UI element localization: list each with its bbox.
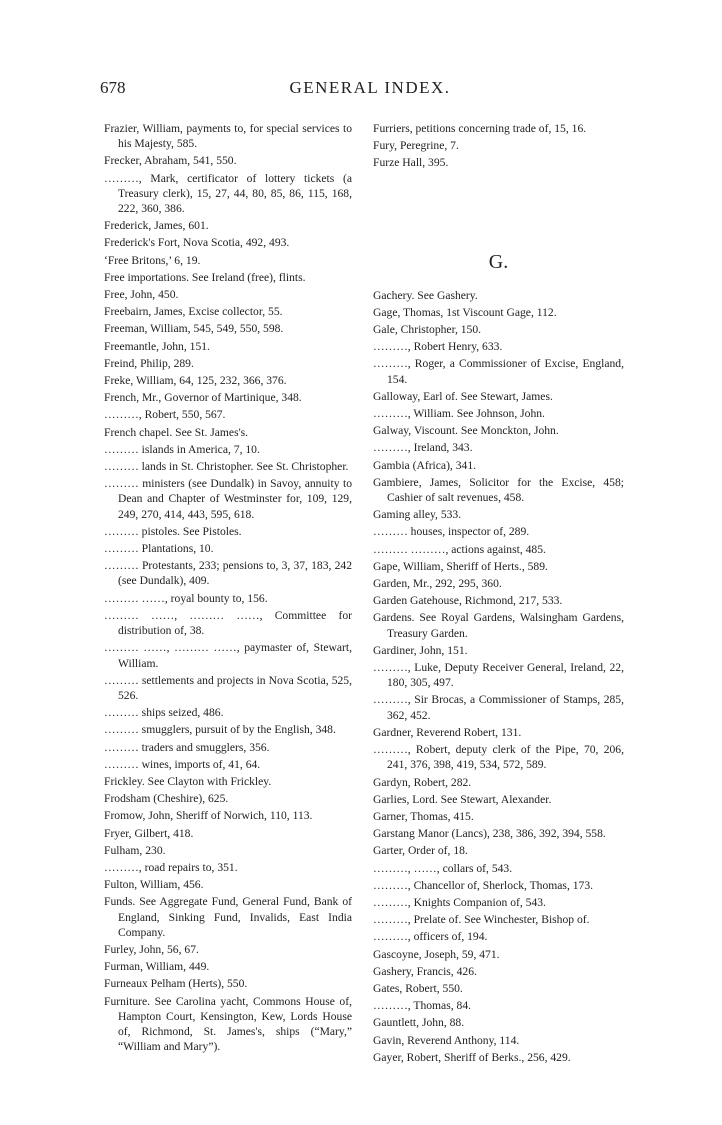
index-entry: Gashery, Francis, 426. xyxy=(373,964,477,978)
index-entry: Furniture. See Carolina yacht, Commons House of, Hampton Court, Kensington, Kew, Lords House of, Richmond, St. James's, ships (“Mary,” “William and Mary”). xyxy=(104,994,352,1054)
index-entry: Garter, Order of, 18. xyxy=(373,844,468,858)
index-entry: Furley, John, 56, 67. xyxy=(104,942,199,956)
right-column xyxy=(373,121,624,1067)
index-entry: ……… Protestants, 233; pensions to, 3, 37, 183, 242 (see Dundalk), 409. xyxy=(104,559,352,588)
index-entry: ………, Thomas, 84. xyxy=(373,999,472,1013)
index-entry: Frederick, James, 601. xyxy=(104,219,209,233)
index-entry: Garlies, Lord. See Stewart, Alexander. xyxy=(373,792,552,806)
index-entry: Gage, Thomas, 1st Viscount Gage, 112. xyxy=(373,305,557,319)
index-entry: Fromow, John, Sheriff of Norwich, 110, 113. xyxy=(104,809,313,823)
page-header xyxy=(100,78,640,102)
index-entry: Free, John, 450. xyxy=(104,288,179,302)
index-entry: ………, Chancellor of, Sherlock, Thomas, 173. xyxy=(373,878,594,892)
index-entry: Fulham, 230. xyxy=(104,843,166,857)
index-entry: French, Mr., Governor of Martinique, 348. xyxy=(104,391,302,405)
index-entry: ………, Robert Henry, 633. xyxy=(373,340,503,354)
page-number: 678 xyxy=(100,78,126,97)
index-entry: ……… ……, royal bounty to, 156. xyxy=(104,591,268,605)
index-entry: Galloway, Earl of. See Stewart, James. xyxy=(373,389,553,403)
index-entry: Freeman, William, 545, 549, 550, 598. xyxy=(104,322,284,336)
index-entry: Gape, William, Sheriff of Herts., 589. xyxy=(373,559,548,573)
index-entry: ………, Robert, deputy clerk of the Pipe, 70, 206, 241, 376, 398, 419, 534, 572, 589. xyxy=(373,743,624,772)
index-entry: Frederick's Fort, Nova Scotia, 492, 493. xyxy=(104,236,290,250)
index-entry: Gauntlett, John, 88. xyxy=(373,1016,465,1030)
index-entry: Gale, Christopher, 150. xyxy=(373,323,482,337)
index-entry: Gardyn, Robert, 282. xyxy=(373,775,472,789)
index-entry: ………, Roger, a Commissioner of Excise, England, 154. xyxy=(373,357,624,386)
index-entry: ……… settlements and projects in Nova Scotia, 525, 526. xyxy=(104,673,352,702)
index-entry: Freke, William, 64, 125, 232, 366, 376. xyxy=(104,374,287,388)
index-entry: Free importations. See Ireland (free), flints. xyxy=(104,270,306,284)
index-entry: ……… lands in St. Christopher. See St. Christopher. xyxy=(104,460,349,474)
index-entry: Frazier, William, payments to, for special services to his Majesty, 585. xyxy=(104,122,352,151)
index-entry: Gardner, Reverend Robert, 131. xyxy=(373,725,522,739)
index-entry: Gates, Robert, 550. xyxy=(373,981,463,995)
index-entry: Furriers, petitions concerning trade of, 15, 16. xyxy=(373,122,587,135)
index-entry: ………, Mark, certificator of lottery tickets (a Treasury clerk), 15, 27, 44, 80, 85, 86, 115, 168, 222, 360, 386. xyxy=(104,171,352,216)
index-entry: Garstang Manor (Lancs), 238, 386, 392, 394, 558. xyxy=(373,827,606,841)
index-entry: ……… traders and smugglers, 356. xyxy=(104,740,270,754)
index-entry: ……… ministers (see Dundalk) in Savoy, annuity to Dean and Chapter of Westminster for, 109, 129, 249, 270, 414, 443, 595, 618. xyxy=(104,477,352,521)
index-entry: ……… houses, inspector of, 289. xyxy=(373,525,530,539)
index-entry: Funds. See Aggregate Fund, General Fund, Bank of England, Sinking Fund, Invalids, East India Company. xyxy=(104,895,352,939)
index-entry: Freebairn, James, Excise collector, 55. xyxy=(104,305,283,319)
index-entry: Garden, Mr., 292, 295, 360. xyxy=(373,577,502,591)
right-column-top xyxy=(373,121,624,171)
index-entry: ……… ships seized, 486. xyxy=(104,706,224,720)
index-entry: Gaming alley, 533. xyxy=(373,508,462,522)
index-entry: ……… pistoles. See Pistoles. xyxy=(104,524,242,538)
index-entry: Frecker, Abraham, 541, 550. xyxy=(104,154,237,168)
index-entry: ………, Sir Brocas, a Commissioner of Stamps, 285, 362, 452. xyxy=(373,693,624,722)
index-entry: ……… wines, imports of, 41, 64. xyxy=(104,757,261,771)
index-entry: ………, William. See Johnson, John. xyxy=(373,407,545,421)
index-entry: ……… islands in America, 7, 10. xyxy=(104,442,260,456)
left-column xyxy=(104,121,352,1056)
index-entry: Gayer, Robert, Sheriff of Berks., 256, 429. xyxy=(373,1050,571,1064)
index-entry: ………, Knights Companion of, 543. xyxy=(373,895,546,909)
index-entry: Garner, Thomas, 415. xyxy=(373,809,474,823)
index-entry: ……… ………, actions against, 485. xyxy=(373,542,546,556)
index-entry: Freind, Philip, 289. xyxy=(104,356,194,370)
index-entry: Gavin, Reverend Anthony, 114. xyxy=(373,1033,520,1047)
index-entry: Gachery. See Gashery. xyxy=(373,288,478,302)
index-entry: Frickley. See Clayton with Frickley. xyxy=(104,774,272,788)
right-column-bottom xyxy=(373,288,624,1065)
index-entry: Gambiere, James, Solicitor for the Excise, 458; Cashier of salt revenues, 458. xyxy=(373,475,624,505)
index-entry: ………, Ireland, 343. xyxy=(373,441,473,455)
index-entry: Furze Hall, 395. xyxy=(373,156,449,170)
index-entry: Garden Gatehouse, Richmond, 217, 533. xyxy=(373,594,563,608)
index-entry: Furman, William, 449. xyxy=(104,960,210,974)
index-entry: ………, road repairs to, 351. xyxy=(104,860,238,874)
index-entry: ………, Prelate of. See Winchester, Bishop of. xyxy=(373,913,590,927)
running-title: GENERAL INDEX. xyxy=(289,78,451,97)
index-entry: ………, officers of, 194. xyxy=(373,930,488,944)
index-entry: Fury, Peregrine, 7. xyxy=(373,139,459,153)
index-entry: ………, ……, collars of, 543. xyxy=(373,861,513,875)
index-entry: Fryer, Gilbert, 418. xyxy=(104,826,194,840)
index-entry: ……… smugglers, pursuit of by the English, 348. xyxy=(104,723,336,737)
section-letter: G. xyxy=(488,250,509,273)
index-entry: ‘Free Britons,’ 6, 19. xyxy=(104,253,201,267)
index-entry: ……… ……, ……… ……, paymaster of, Stewart, William. xyxy=(104,641,352,670)
index-entry: Fulton, William, 456. xyxy=(104,878,204,892)
index-entry: ……… ……, ……… ……, Committee for distribution of, 38. xyxy=(104,608,352,638)
index-entry: Gardens. See Royal Gardens, Walsingham Gardens, Treasury Garden. xyxy=(373,611,624,640)
index-entry: Freemantle, John, 151. xyxy=(104,339,210,353)
index-entry: ………, Robert, 550, 567. xyxy=(104,408,226,422)
index-entry: Gambia (Africa), 341. xyxy=(373,458,477,472)
index-entry: Galway, Viscount. See Monckton, John. xyxy=(373,424,559,438)
index-entry: French chapel. See St. James's. xyxy=(104,425,249,439)
index-entry: Frodsham (Cheshire), 625. xyxy=(104,792,229,806)
index-entry: Gardiner, John, 151. xyxy=(373,643,468,657)
index-entry: Furneaux Pelham (Herts), 550. xyxy=(104,977,248,991)
index-entry: ………, Luke, Deputy Receiver General, Ireland, 22, 180, 305, 497. xyxy=(373,661,624,690)
index-entry: ……… Plantations, 10. xyxy=(104,542,214,556)
index-entry: Gascoyne, Joseph, 59, 471. xyxy=(373,947,500,961)
